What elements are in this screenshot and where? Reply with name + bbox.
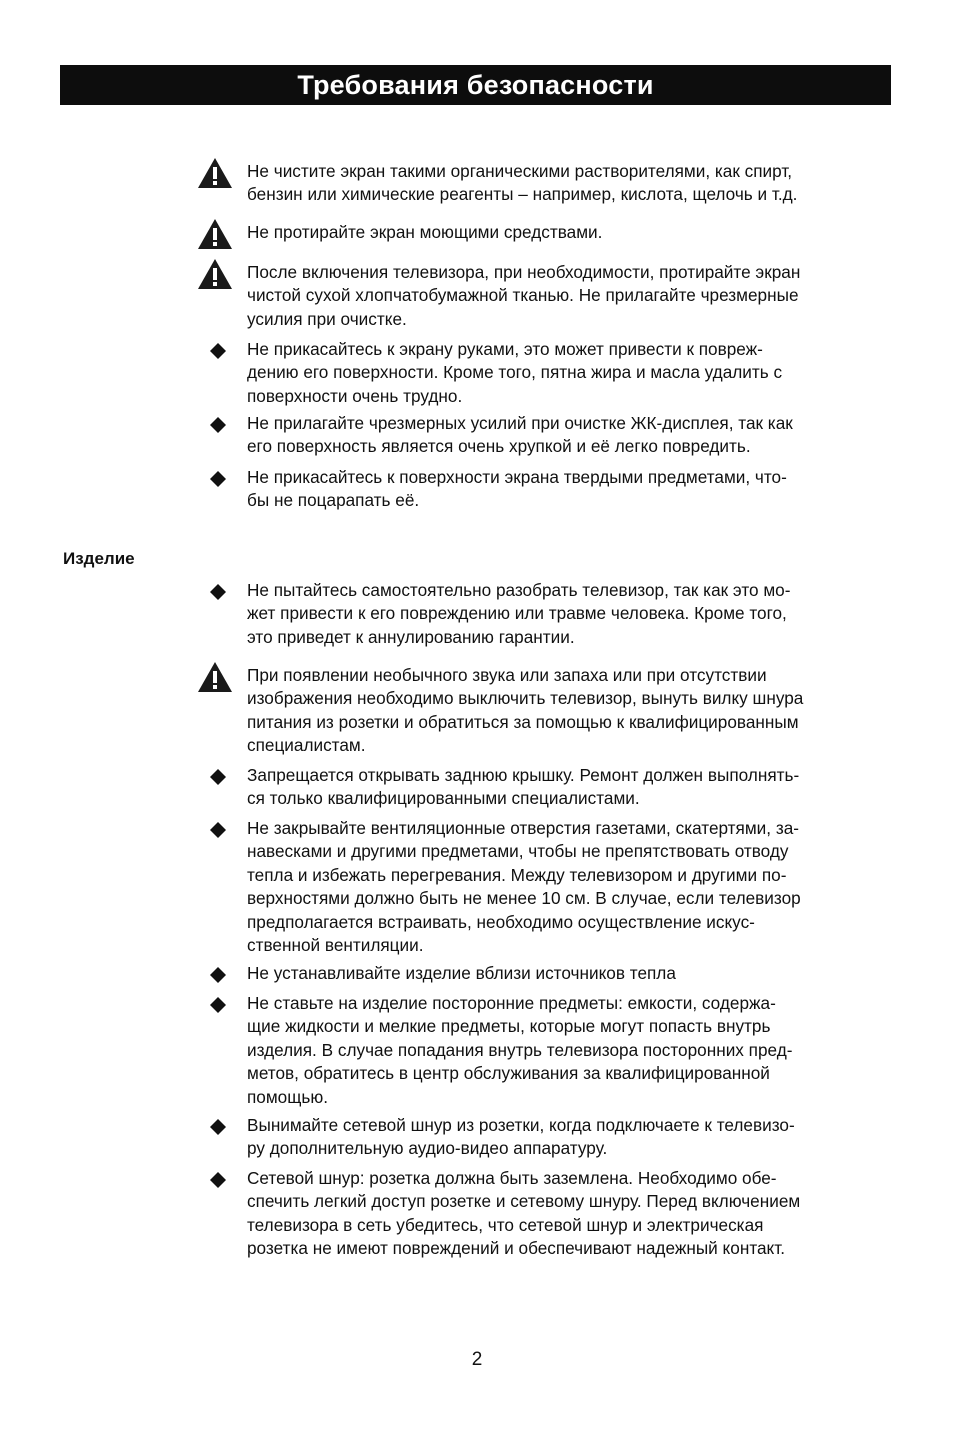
diamond-bullet-icon xyxy=(210,967,226,983)
list-item-text: Не устанавливайте изделие вблизи источников тепла xyxy=(247,963,676,983)
list-item-text: После включения телевизора, при необходимости, протирайте экран чистой сухой хлопчатобумажной тканью. Не прилагайте чрезмерные усилия при очистке. xyxy=(247,262,801,329)
list-item-text: Не прикасайтесь к поверхности экрана твердыми предметами, что- бы не поцарапать её. xyxy=(247,467,787,511)
list-item-text: Не прилагайте чрезмерных усилий при очистке ЖК-дисплея, так как его поверхность является очень хрупкой и её легко повредить. xyxy=(247,413,793,457)
page-number: 2 xyxy=(471,1349,483,1370)
warning-icon xyxy=(197,157,233,189)
list-item-text: Не закрывайте вентиляционные отверстия газетами, скатертями, за- навесками и другими предметами, чтобы не препятствовать отводу тепла и избежать перегревания. Между телевизором и другими по- верхностями должно быть не менее 10 см. В случае, если телевизор предполагается встраивать, необходимо осуществление искус- ственной вентиляции. xyxy=(247,818,801,956)
diamond-bullet-icon xyxy=(210,1119,226,1135)
diamond-bullet-icon xyxy=(210,1172,226,1188)
list-item-text: Не чистите экран такими органическими растворителями, как спирт, бензин или химические реагенты – например, кислота, щелочь и т.д. xyxy=(247,161,798,205)
page-title: Требования безопасности xyxy=(297,69,654,100)
warning-icon xyxy=(197,258,233,290)
diamond-bullet-icon xyxy=(210,997,226,1013)
list-item-text: Не прикасайтесь к экрану руками, это может привести к повреж- дению его поверхности. Кроме того, пятна жира и масла удалить с поверхности очень трудно. xyxy=(247,339,783,406)
list-item-text: Не ставьте на изделие посторонние предметы: емкости, содержа- щие жидкости и мелкие предметы, которые могут попасть внутрь изделия. В случае попадания внутрь телевизора посторонних пред- метов, обратитесь в центр обслуживания за квалифицированной помощью. xyxy=(247,993,793,1107)
diamond-bullet-icon xyxy=(210,769,226,785)
diamond-bullet-icon xyxy=(210,584,226,600)
list-item-text: Запрещается открывать заднюю крышку. Ремонт должен выполнять- ся только квалифицированными специалистами. xyxy=(247,765,800,809)
diamond-bullet-icon xyxy=(210,471,226,487)
diamond-bullet-icon xyxy=(210,417,226,433)
page-header-bar xyxy=(60,65,891,105)
warning-icon xyxy=(197,218,233,250)
list-item-text: Вынимайте сетевой шнур из розетки, когда подключаете к телевизо- ру дополнительную аудио-видео аппаратуру. xyxy=(247,1115,795,1159)
list-item-text: Не пытайтесь самостоятельно разобрать телевизор, так как это мо- жет привести к его повреждению или травме человека. Кроме того, это приведет к аннулированию гарантии. xyxy=(247,580,791,647)
list-item-text: При появлении необычного звука или запаха или при отсутствии изображения необходимо выключить телевизор, вынуть вилку шнура питания из розетки и обратиться за помощью к квалифицированным специалистам. xyxy=(247,665,804,756)
warning-icon xyxy=(197,661,233,693)
diamond-bullet-icon xyxy=(210,822,226,838)
section-label-product: Изделие xyxy=(63,549,135,568)
list-item-text: Сетевой шнур: розетка должна быть заземлена. Необходимо обе- спечить легкий доступ розетке и сетевому шнуру. Перед включением телевизора в сеть убедитесь, что сетевой шнур и электрическая розетка не имеют повреждений и обеспечивают надежный контакт. xyxy=(247,1168,801,1259)
list-item-text: Не протирайте экран моющими средствами. xyxy=(247,222,603,242)
diamond-bullet-icon xyxy=(210,343,226,359)
